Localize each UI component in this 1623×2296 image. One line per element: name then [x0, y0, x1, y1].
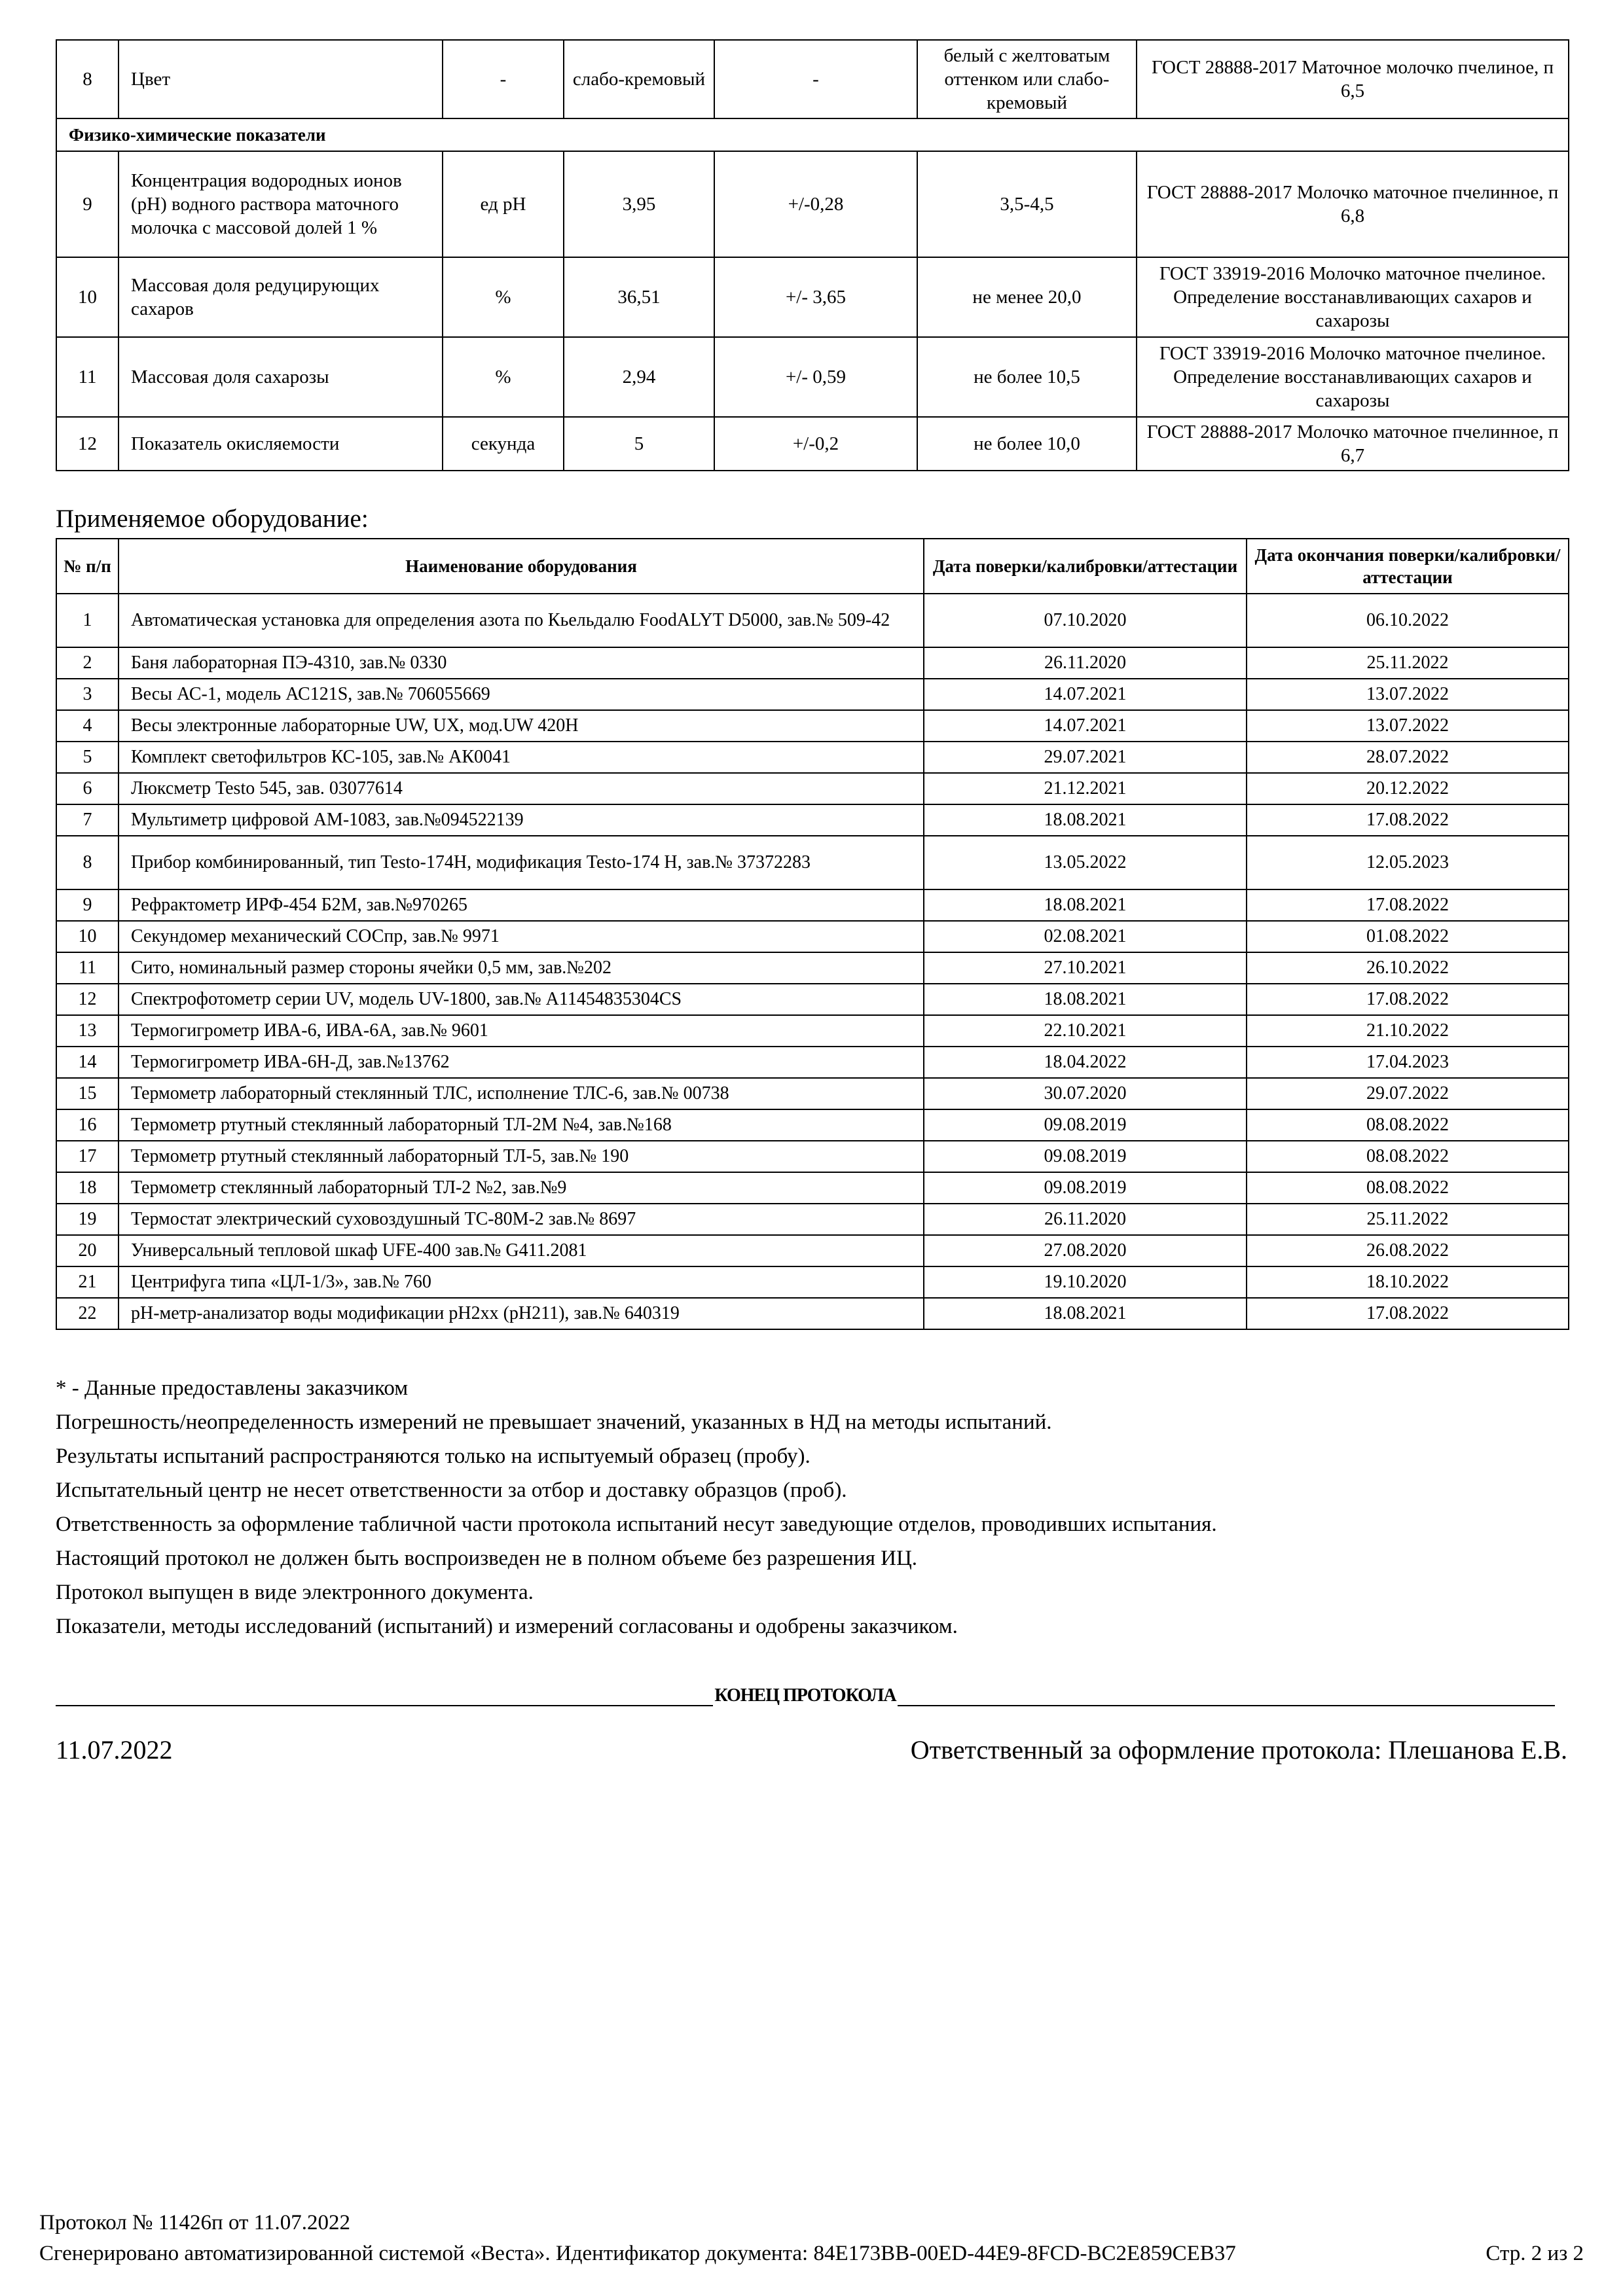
equipment-num: 9 [56, 889, 119, 921]
method: ГОСТ 28888-2017 Маточное молочко пчелиное, п 6,5 [1137, 40, 1569, 118]
equipment-num: 3 [56, 679, 119, 710]
date-end: 17.08.2022 [1247, 984, 1569, 1015]
date-check: 07.10.2020 [924, 594, 1247, 647]
unit: % [443, 337, 564, 417]
date-check: 09.08.2019 [924, 1172, 1247, 1204]
result-value: 3,95 [564, 151, 714, 257]
date-end: 29.07.2022 [1247, 1078, 1569, 1109]
equipment-name: Термогигрометр ИВА-6, ИВА-6А, зав.№ 9601 [119, 1015, 924, 1047]
unit: ед рН [443, 151, 564, 257]
equipment-header-row [56, 539, 1569, 594]
date-check: 18.08.2021 [924, 804, 1247, 836]
equipment-name: Спектрофотометр серии UV, модель UV-1800, зав.№ A11454835304CS [119, 984, 924, 1015]
date-check: 27.08.2020 [924, 1235, 1247, 1266]
table-row [56, 594, 1569, 647]
date-end: 20.12.2022 [1247, 773, 1569, 804]
date-check: 18.04.2022 [924, 1047, 1247, 1078]
note-line: Результаты испытаний распространяются только на испытуемый образец (пробу). [56, 1444, 811, 1468]
indicator-name: Концентрация водородных ионов (рН) водного раствора маточного молочка с массовой долей 1 % [119, 151, 443, 257]
result-value: 2,94 [564, 337, 714, 417]
date-end: 13.07.2022 [1247, 710, 1569, 742]
unit: - [443, 40, 564, 118]
equipment-name: Мультиметр цифровой АМ-1083, зав.№094522139 [119, 804, 924, 836]
date-end: 26.10.2022 [1247, 952, 1569, 984]
equipment-name: Баня лабораторная ПЭ-4310, зав.№ 0330 [119, 647, 924, 679]
date-end: 21.10.2022 [1247, 1015, 1569, 1047]
equipment-name: Сито, номинальный размер стороны ячейки 0,5 мм, зав.№202 [119, 952, 924, 984]
result-value: слабо-кремовый [564, 40, 714, 118]
table-row [56, 1298, 1569, 1329]
equipment-name: Универсальный тепловой шкаф UFE-400 зав.№ G411.2081 [119, 1235, 924, 1266]
date-end: 18.10.2022 [1247, 1266, 1569, 1298]
table-row [56, 40, 1569, 118]
note-line: Показатели, методы исследований (испытаний) и измерений согласованы и одобрены заказчиком. [56, 1615, 958, 1638]
equipment-num: 11 [56, 952, 119, 984]
equipment-heading: Применяемое оборудование: [56, 505, 369, 533]
equipment-num: 16 [56, 1109, 119, 1141]
section-label: Физико-химические показатели [56, 118, 1569, 151]
table-row [56, 1172, 1569, 1204]
note-line: * - Данные предоставлены заказчиком [56, 1376, 409, 1400]
date-check: 13.05.2022 [924, 836, 1247, 889]
indicator-name: Цвет [119, 40, 443, 118]
equipment-name: Термостат электрический суховоздушный ТС-80М-2 зав.№ 8697 [119, 1204, 924, 1235]
table-row [56, 742, 1569, 773]
equipment-num: 5 [56, 742, 119, 773]
header-date-check: Дата поверки/калибровки/аттестации [924, 539, 1247, 594]
table-row [56, 1266, 1569, 1298]
date-end: 28.07.2022 [1247, 742, 1569, 773]
end-rule-left [56, 1687, 713, 1706]
error-value: +/- 3,65 [714, 257, 917, 337]
end-rule-right [898, 1687, 1555, 1706]
date-end: 26.08.2022 [1247, 1235, 1569, 1266]
table-row [56, 337, 1569, 417]
date-check: 30.07.2020 [924, 1078, 1247, 1109]
date-end: 06.10.2022 [1247, 594, 1569, 647]
equipment-name: Термометр стеклянный лабораторный ТЛ-2 №2, зав.№9 [119, 1172, 924, 1204]
table-row [56, 804, 1569, 836]
error-value: +/- 0,59 [714, 337, 917, 417]
equipment-name: Весы электронные лабораторные UW, UX, мод.UW 420H [119, 710, 924, 742]
date-end: 17.08.2022 [1247, 889, 1569, 921]
date-end: 25.11.2022 [1247, 1204, 1569, 1235]
equipment-num: 6 [56, 773, 119, 804]
indicator-name: Массовая доля редуцирующих сахаров [119, 257, 443, 337]
equipment-name: Термометр ртутный стеклянный лабораторный ТЛ-2М №4, зав.№168 [119, 1109, 924, 1141]
result-value: 36,51 [564, 257, 714, 337]
note-line: Протокол выпущен в виде электронного документа. [56, 1581, 534, 1604]
table-row [56, 889, 1569, 921]
date-end: 08.08.2022 [1247, 1109, 1569, 1141]
table-row [56, 836, 1569, 889]
date-check: 09.08.2019 [924, 1109, 1247, 1141]
equipment-num: 12 [56, 984, 119, 1015]
note-line: Погрешность/неопределенность измерений не превышает значений, указанных в НД на методы испытаний. [56, 1410, 1052, 1434]
table-row [56, 1015, 1569, 1047]
footer-protocol: Протокол № 11426п от 11.07.2022 [39, 2211, 350, 2234]
method: ГОСТ 28888-2017 Молочко маточное пчелинное, п 6,8 [1137, 151, 1569, 257]
norm-value: 3,5-4,5 [917, 151, 1137, 257]
note-line: Испытательный центр не несет ответственности за отбор и доставку образцов (проб). [56, 1479, 847, 1502]
equipment-num: 10 [56, 921, 119, 952]
equipment-num: 4 [56, 710, 119, 742]
table-row [56, 257, 1569, 337]
date-check: 21.12.2021 [924, 773, 1247, 804]
indicator-name: Массовая доля сахарозы [119, 337, 443, 417]
signature-date: 11.07.2022 [56, 1735, 173, 1765]
equipment-num: 7 [56, 804, 119, 836]
date-end: 08.08.2022 [1247, 1172, 1569, 1204]
equipment-num: 14 [56, 1047, 119, 1078]
table-row [56, 151, 1569, 257]
date-end: 01.08.2022 [1247, 921, 1569, 952]
date-end: 13.07.2022 [1247, 679, 1569, 710]
date-check: 14.07.2021 [924, 710, 1247, 742]
table-row [56, 679, 1569, 710]
date-end: 12.05.2023 [1247, 836, 1569, 889]
date-check: 14.07.2021 [924, 679, 1247, 710]
equipment-num: 17 [56, 1141, 119, 1172]
equipment-name: Прибор комбинированный, тип Testo-174H, модификация Testo-174 H, зав.№ 37372283 [119, 836, 924, 889]
norm-value: белый с желтоватым оттенком или слабо-кремовый [917, 40, 1137, 118]
equipment-name: Автоматическая установка для определения азота по Кьельдалю FoodALYT D5000, зав.№ 509-42 [119, 594, 924, 647]
end-label: КОНЕЦ ПРОТОКОЛА [714, 1685, 896, 1706]
results-table [56, 39, 1569, 471]
equipment-num: 8 [56, 836, 119, 889]
table-row [56, 417, 1569, 471]
equipment-name: Весы АС-1, модель АС121S, зав.№ 706055669 [119, 679, 924, 710]
norm-value: не более 10,0 [917, 417, 1137, 471]
date-end: 17.08.2022 [1247, 1298, 1569, 1329]
result-value: 5 [564, 417, 714, 471]
norm-value: не менее 20,0 [917, 257, 1137, 337]
row-num: 9 [56, 151, 119, 257]
equipment-name: pH-метр-анализатор воды модификации рН2хх (pH211), зав.№ 640319 [119, 1298, 924, 1329]
note-line: Ответственность за оформление табличной части протокола испытаний несут заведующие отделов, проводивших испытания. [56, 1513, 1217, 1536]
table-row [56, 710, 1569, 742]
table-row [56, 984, 1569, 1015]
table-row [56, 1047, 1569, 1078]
row-num: 12 [56, 417, 119, 471]
header-name: Наименование оборудования [119, 539, 924, 594]
equipment-num: 22 [56, 1298, 119, 1329]
equipment-num: 1 [56, 594, 119, 647]
date-end: 25.11.2022 [1247, 647, 1569, 679]
equipment-num: 21 [56, 1266, 119, 1298]
notes [56, 1371, 1217, 1643]
date-check: 02.08.2021 [924, 921, 1247, 952]
table-row [56, 773, 1569, 804]
date-check: 27.10.2021 [924, 952, 1247, 984]
table-row [56, 1109, 1569, 1141]
date-check: 26.11.2020 [924, 647, 1247, 679]
method: ГОСТ 33919-2016 Молочко маточное пчелиное. Определение восстанавливающих сахаров и сахарозы [1137, 257, 1569, 337]
error-value: - [714, 40, 917, 118]
equipment-table [56, 538, 1569, 1330]
table-row [56, 921, 1569, 952]
equipment-num: 13 [56, 1015, 119, 1047]
row-num: 11 [56, 337, 119, 417]
method: ГОСТ 33919-2016 Молочко маточное пчелиное. Определение восстанавливающих сахаров и сахарозы [1137, 337, 1569, 417]
table-row [56, 1141, 1569, 1172]
date-check: 18.08.2021 [924, 984, 1247, 1015]
footer-page-number: Стр. 2 из 2 [1486, 2242, 1584, 2265]
row-num: 8 [56, 40, 119, 118]
date-check: 19.10.2020 [924, 1266, 1247, 1298]
equipment-num: 15 [56, 1078, 119, 1109]
header-num: № п/п [56, 539, 119, 594]
end-of-protocol [56, 1685, 1555, 1706]
date-check: 26.11.2020 [924, 1204, 1247, 1235]
date-check: 18.08.2021 [924, 1298, 1247, 1329]
equipment-num: 18 [56, 1172, 119, 1204]
section-row [56, 118, 1569, 151]
table-row [56, 1204, 1569, 1235]
footer-generated: Сгенерировано автоматизированной системой «Веста». Идентификатор документа: 84E173BB-00ED-44E9-8FCD-BC2E859CEB37 [39, 2242, 1236, 2265]
row-num: 10 [56, 257, 119, 337]
note-line: Настоящий протокол не должен быть воспроизведен не в полном объеме без разрешения ИЦ. [56, 1547, 918, 1570]
date-end: 08.08.2022 [1247, 1141, 1569, 1172]
date-check: 09.08.2019 [924, 1141, 1247, 1172]
signature-responsible: Ответственный за оформление протокола: Плешанова Е.В. [910, 1735, 1567, 1765]
equipment-name: Секундомер механический СОСпр, зав.№ 9971 [119, 921, 924, 952]
error-value: +/-0,28 [714, 151, 917, 257]
table-row [56, 647, 1569, 679]
date-check: 22.10.2021 [924, 1015, 1247, 1047]
equipment-name: Люксметр Testo 545, зав. 03077614 [119, 773, 924, 804]
error-value: +/-0,2 [714, 417, 917, 471]
indicator-name: Показатель окисляемости [119, 417, 443, 471]
date-check: 29.07.2021 [924, 742, 1247, 773]
equipment-num: 19 [56, 1204, 119, 1235]
date-check: 18.08.2021 [924, 889, 1247, 921]
equipment-name: Центрифуга типа «ЦЛ-1/3», зав.№ 760 [119, 1266, 924, 1298]
equipment-num: 20 [56, 1235, 119, 1266]
unit: секунда [443, 417, 564, 471]
equipment-name: Комплект светофильтров КС-105, зав.№ АК0041 [119, 742, 924, 773]
equipment-name: Термогигрометр ИВА-6Н-Д, зав.№13762 [119, 1047, 924, 1078]
norm-value: не более 10,5 [917, 337, 1137, 417]
equipment-num: 2 [56, 647, 119, 679]
date-end: 17.04.2023 [1247, 1047, 1569, 1078]
header-date-end: Дата окончания поверки/калибровки/аттестации [1247, 539, 1569, 594]
method: ГОСТ 28888-2017 Молочко маточное пчелинное, п 6,7 [1137, 417, 1569, 471]
date-end: 17.08.2022 [1247, 804, 1569, 836]
table-row [56, 1078, 1569, 1109]
equipment-name: Термометр ртутный стеклянный лабораторный ТЛ-5, зав.№ 190 [119, 1141, 924, 1172]
table-row [56, 1235, 1569, 1266]
table-row [56, 952, 1569, 984]
unit: % [443, 257, 564, 337]
equipment-name: Термометр лабораторный стеклянный ТЛС, исполнение ТЛС-6, зав.№ 00738 [119, 1078, 924, 1109]
equipment-name: Рефрактометр ИРФ-454 Б2М, зав.№970265 [119, 889, 924, 921]
